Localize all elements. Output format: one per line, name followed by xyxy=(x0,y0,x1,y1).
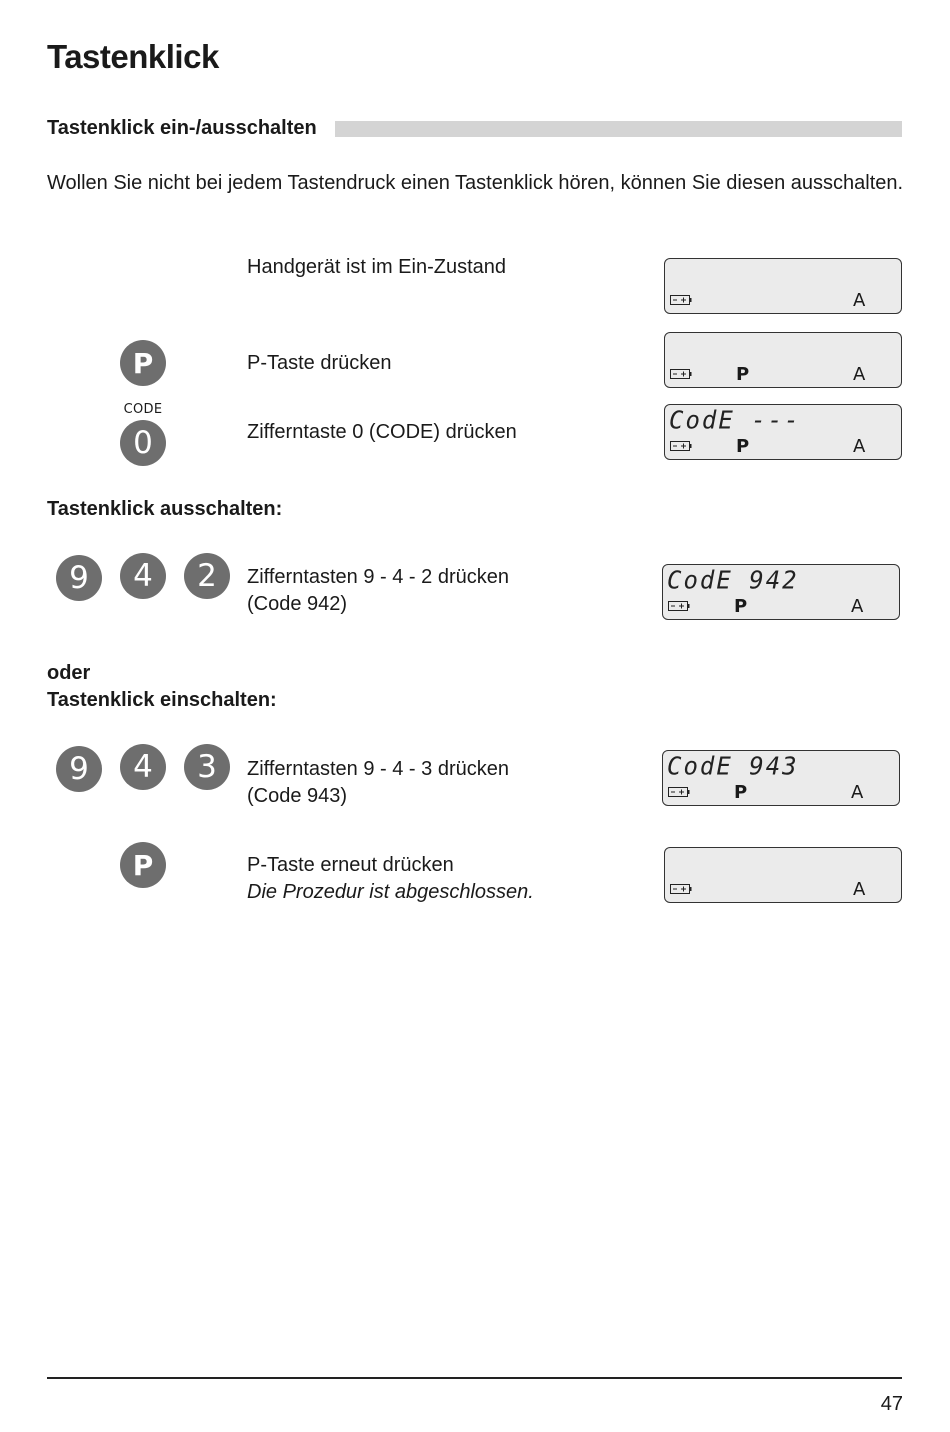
page-title: Tastenklick xyxy=(47,38,219,75)
lcd-a-indicator: A xyxy=(853,364,866,385)
step-line: (Code 943) xyxy=(247,785,348,807)
lcd-segment-text: CodE 942 xyxy=(667,565,799,595)
lcd-a-indicator: A xyxy=(853,290,866,311)
lcd-display-6 xyxy=(664,847,902,903)
battery-icon xyxy=(670,369,692,379)
step-text-press-code: Zifferntaste 0 (CODE) drücken xyxy=(247,421,517,443)
battery-icon xyxy=(670,884,692,894)
battery-icon xyxy=(668,601,690,611)
step-text-code-943 xyxy=(247,756,509,810)
lcd-p-indicator: P xyxy=(734,596,748,617)
page-number: 47 xyxy=(880,1393,903,1415)
code-key-label: CODE xyxy=(123,402,163,417)
intro-paragraph: Wollen Sie nicht bei jedem Tastendruck einen Tastenklick hören, können Sie diesen ausschalten. xyxy=(47,172,904,194)
heading-click-off: Tastenklick ausschalten: xyxy=(47,498,283,520)
lcd-a-indicator: A xyxy=(853,436,866,457)
lcd-a-indicator: A xyxy=(851,596,864,617)
digit-3-key-icon: 3 xyxy=(184,744,230,790)
lcd-display-5 xyxy=(662,750,900,806)
step-note-italic: Die Prozedur ist abgeschlossen. xyxy=(247,881,534,903)
lcd-display-4 xyxy=(662,564,900,620)
lcd-a-indicator: A xyxy=(851,782,864,803)
section-heading: Tastenklick ein-/ausschalten xyxy=(47,117,317,139)
battery-icon xyxy=(668,787,690,797)
lcd-a-indicator: A xyxy=(853,879,866,900)
p-key-icon: P xyxy=(120,340,166,386)
digit-4-key-icon: 4 xyxy=(120,553,166,599)
battery-icon xyxy=(670,295,692,305)
lcd-p-indicator: P xyxy=(736,364,750,385)
lcd-p-indicator: P xyxy=(736,436,750,457)
lcd-display-3 xyxy=(664,404,902,460)
lcd-display-1 xyxy=(664,258,902,314)
step-text-handset-on: Handgerät ist im Ein-Zustand xyxy=(247,256,507,278)
heading-click-on: Tastenklick einschalten: xyxy=(47,689,277,711)
lcd-segment-text: CodE 943 xyxy=(667,751,799,781)
battery-icon xyxy=(670,441,692,451)
step-line: Zifferntasten 9 - 4 - 3 drücken xyxy=(247,758,509,780)
step-text-press-p-again xyxy=(247,852,534,906)
step-line: (Code 942) xyxy=(247,593,348,615)
digit-2-key-icon: 2 xyxy=(184,553,230,599)
or-label: oder xyxy=(47,662,91,684)
digit-4-key-icon: 4 xyxy=(120,744,166,790)
lcd-p-indicator: P xyxy=(734,782,748,803)
step-text-code-942 xyxy=(247,564,509,618)
digit-9-key-icon: 9 xyxy=(56,555,102,601)
lcd-display-2 xyxy=(664,332,902,388)
lcd-segment-text: CodE --- xyxy=(669,405,801,435)
digit-0-key-icon: 0 xyxy=(120,420,166,466)
section-heading-bar xyxy=(335,121,902,137)
step-line: Zifferntasten 9 - 4 - 2 drücken xyxy=(247,566,509,588)
p-key-icon: P xyxy=(120,842,166,888)
step-text-press-p: P-Taste drücken xyxy=(247,352,392,374)
digit-9-key-icon: 9 xyxy=(56,746,102,792)
step-line: P-Taste erneut drücken xyxy=(247,854,454,876)
footer-rule xyxy=(47,1377,902,1379)
